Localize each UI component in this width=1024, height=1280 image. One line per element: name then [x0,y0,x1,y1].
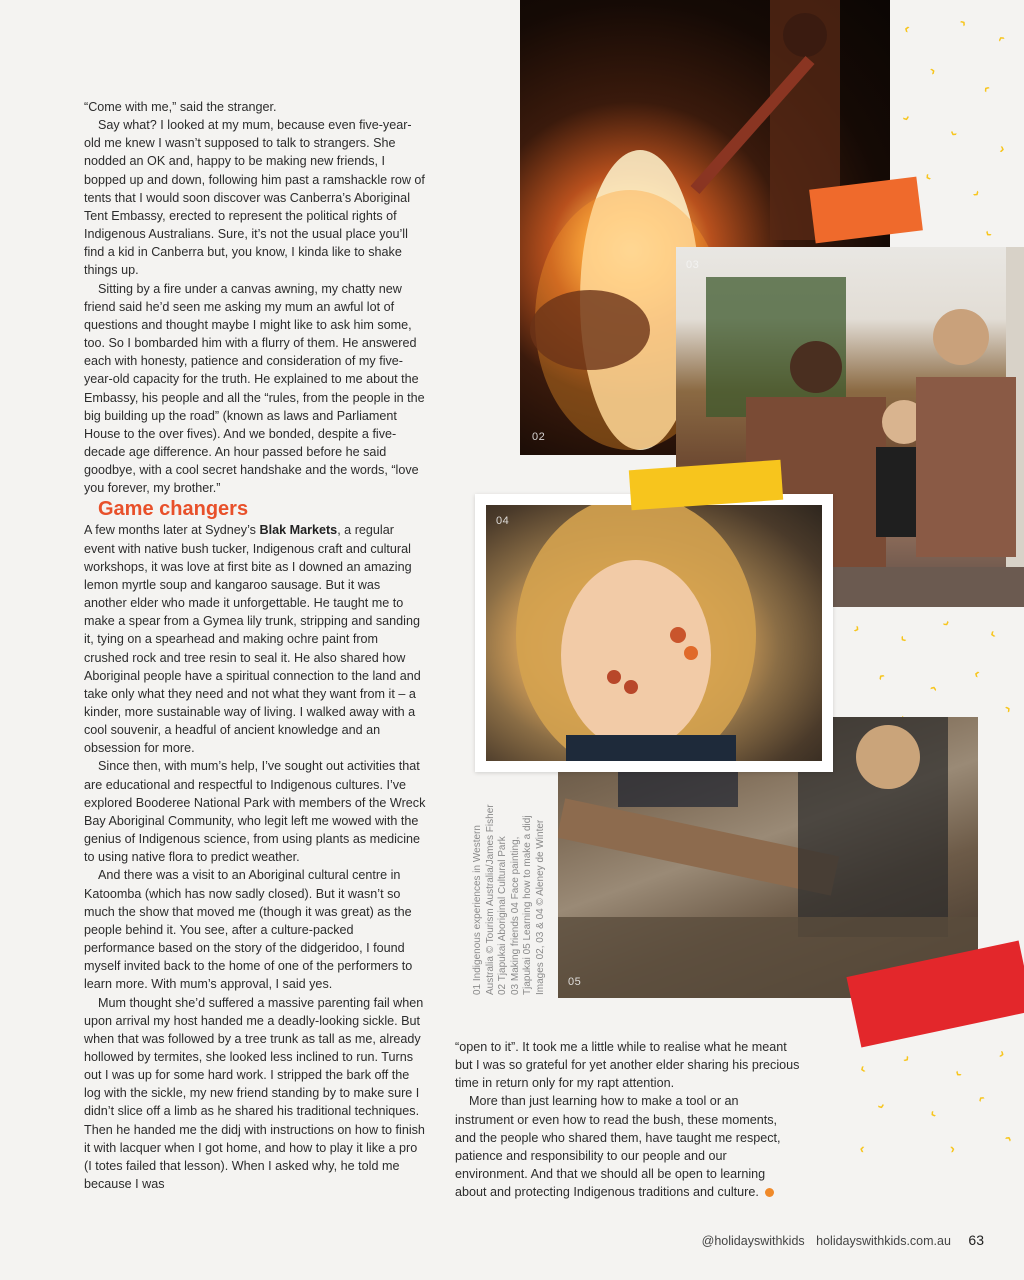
section-heading: Game changers [98,498,249,521]
paragraph: Mum thought she’d suffered a massive parenting fail when upon arrival my host handed me a deadly-looking sickle. But when that was followed by a tree trunk as tall as me, already hollowed by termites, she looked less inclined to run. Turns out I was up for some hard work. I stripped the bark off the log with the sickle, my new friend standing by to make sure I didn’t slice off a limb as he shared his traditional techniques. Then he handed me the didj with instructions on how to finish it with lacquer when I got home, and how to play it like a pro (I totes failed that lesson). When I asked why, he told me because I was [84,995,425,1192]
chevron-icon: › [900,1050,915,1066]
chevron-icon: › [955,14,970,30]
blak-markets-bold: Blak Markets [259,523,338,538]
paragraph: Sitting by a fire under a canvas awning, my chatty new friend said he’d seen me asking my mum an awful lot of questions and thought maybe I might like to ask him some, too. So I bombarded him with a flurry of them. He answered each with honesty, patience and consideration of my five-year-old capacity for the truth. He explained to me about the Embassy, his people and all the “rules, from the people in the big building up the road” (known as laws and Parliament House to the over fives). And we bonded, despite a five-decade age difference. An hour passed before he said goodbye, with a cool secret handshake and the words, “love you forever, my brother.” [84,281,425,496]
article-column-right [455,1038,800,1201]
chevron-icon: ‹ [980,80,995,96]
paragraph: And there was a visit to an Aboriginal cultural centre in Katoomba (which has now sadly closed). But it wasn’t so much the show that moved me (though it was great) as the people behind it. You see, after a culture-packed performance based on the story of the didgeridoo, I found myself invited back to the home of one of the performers to learn more. With mum’s approval, I said yes. [84,868,413,992]
chevron-icon: ‹ [926,1104,939,1122]
paragraph [84,521,426,757]
chevron-icon: ‹ [972,664,983,682]
chevron-icon: › [997,1044,1008,1062]
photo-illustration [486,505,822,761]
chevron-icon: ‹ [944,126,961,140]
chevron-icon: › [899,113,916,123]
chevron-icon: › [851,619,864,637]
caption-line: 03 Making friends 04 Face painting, [509,836,521,995]
paragraph [455,1092,800,1201]
chevron-icon: ‹ [974,1091,990,1105]
chevron-icon: ‹ [921,167,934,185]
chevron-icon: › [927,61,938,79]
paragraph-text: , a regular event with native bush tucker, Indigenous craft and cultural workshops, it was love at first bite as I downed an amazing lemon myrtle soup and kangaroo sausage. But it was another elder who made it unforgettable. He taught me to make a spear from a Gymea lily trunk, stripping and sanding it, tying on a spearhead and making ochre paint from crushed rock and tree resin to seal it. He also shared how Aboriginal people have a spiritual connection to the land and take only what they need and not what they want from it – a kinder, more sustainable way of living. I walked away with a cool souvenir, a headful of ancient knowledge and an obsession for more. [84,523,421,756]
photo-face-painting [486,505,822,761]
chevron-icon: ‹ [949,1066,965,1080]
instagram-handle: @holidayswithkids [701,1234,805,1248]
page-footer [694,1232,984,1248]
photo-number: 05 [568,976,582,988]
photo-frame [475,494,833,772]
photo-number: 02 [532,431,546,443]
chevron-icon: › [1001,699,1014,717]
chevron-icon: › [999,1131,1016,1145]
page-number: 63 [968,1232,984,1248]
caption-line: Tjapukai 05 Learning how to make a didj [522,815,533,995]
article-column-left [84,98,426,1193]
photo-number: 03 [686,259,700,271]
decorative-tape-orange [809,177,923,244]
photo-number: 04 [496,515,510,527]
chevron-icon: ‹ [979,226,995,240]
caption-line: Australia © Tourism Australia/James Fisher [484,804,496,995]
chevron-icon: ‹ [895,630,910,646]
chevron-icon: › [998,139,1007,157]
paragraph-text: A few months later at Sydney’s [84,523,260,538]
caption-line: 01 Indigenous experiences in Western [472,825,483,995]
chevron-icon: ‹ [987,624,998,642]
paragraph: “Come with me,” said the stranger. [84,100,277,114]
chevron-icon: ‹ [902,19,913,37]
paragraph: Since then, with mum’s help, I’ve sought out activities that are educational and respectful to Indigenous cultures. I’ve explored Booderee National Park with members of the Wreck Bay Aboriginal Community, who legit left me wowed with the genius of Indigenous science, from using plants as medicine to using native flora to predict weather. [84,759,426,865]
chevron-icon: › [969,186,985,200]
photo-caption [472,785,552,995]
website-url: holidayswithkids.com.au [816,1234,951,1248]
chevron-icon: › [924,683,941,693]
caption-line: Images 02, 03 & 04 © Aleney de Winter [534,819,546,995]
paragraph: Say what? I looked at my mum, because even five-year-old me knew I wasn’t supposed to talk to strangers. She nodded an OK and, happy to be making new friends, I bopped up and down, following him past a ramshackle row of tents that I would soon discover was Canberra’s Aboriginal Tent Embassy, erected to represent the political rights of Indigenous Australians. Sure, it’s not the usual place you’ll find a kid in Canberra but, you know, I kinda like to shake things up. [84,118,425,278]
chevron-icon: › [939,616,956,630]
paragraph: “open to it”. It took me a little while to realise what he meant but I was so grateful for yet another elder sharing his precious time in return only for my rapt attention. [455,1040,800,1091]
chevron-icon: › [874,1101,891,1111]
paragraph-text: More than just learning how to make a tool or an instrument or even how to read the bush, these moments, and the people who shared them, have taught me respect, patience and responsibility to our people and our environment. And that we should all be open to learning about and protecting Indigenous traditions and culture. [455,1094,781,1200]
chevron-icon: › [948,1139,957,1157]
end-mark-dot-icon [765,1188,774,1197]
chevron-icon: ‹ [994,31,1011,45]
chevron-icon: ‹ [857,1059,868,1077]
chevron-icon: ‹ [875,668,890,684]
caption-line: 02 Tjapukai Aboriginal Cultural Park [497,836,508,995]
chevron-icon: ‹ [858,1139,867,1157]
